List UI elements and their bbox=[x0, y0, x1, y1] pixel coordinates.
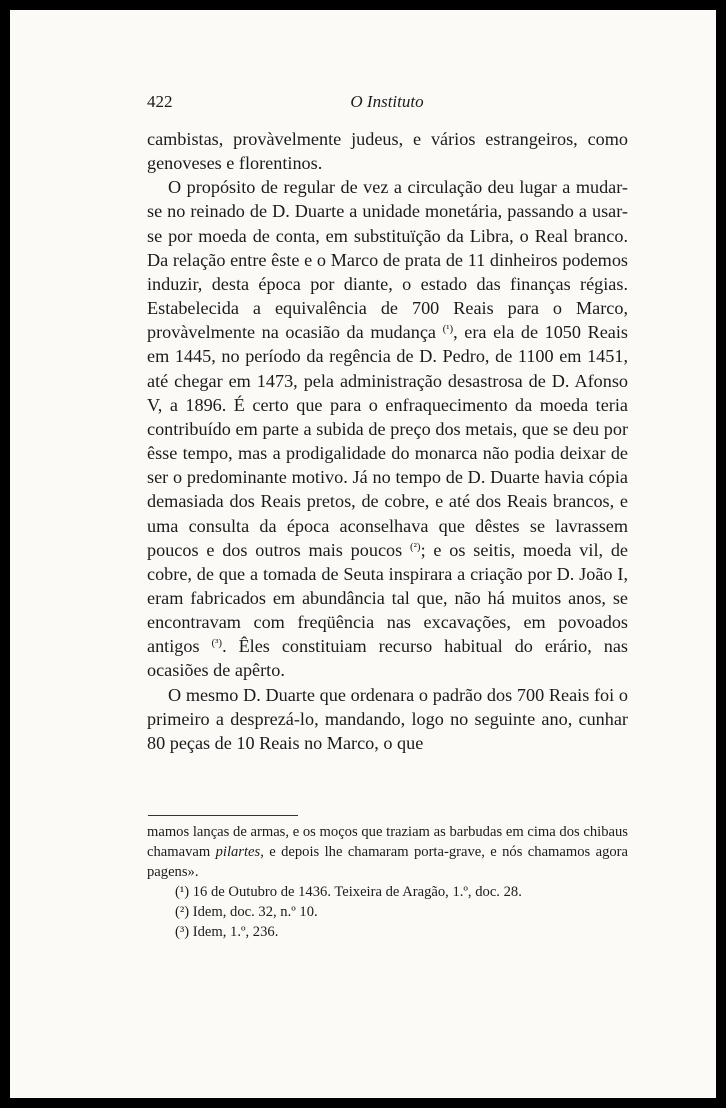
paragraph-2-part-d: . Êles constituiam recurso habitual do erário, nas ocasiões de apêrto. bbox=[147, 636, 629, 681]
footnote-1-text: 16 de Outubro de 1436. Teixeira de Aragão, 1.º, doc. 28. bbox=[189, 884, 522, 900]
footnote-3 bbox=[147, 922, 628, 942]
footnote-3-text: Idem, 1.º, 236. bbox=[189, 924, 279, 940]
paragraph-2-part-b: , era ela de 1050 Reais em 1445, no período da regência de D. Pedro, de 1100 em 1451, até chegar em 1473, pela administração desastrosa de D. Afonso V, a 1896. É certo que para o enfraquecimento da moeda teria contribuído em parte a subida de preço dos metais, que se deu por êsse tempo, mas a prodigalidade do monarca não podia deixar de ser o predominante motivo. Já no tempo de D. Duarte havia cópia demasiada dos Reais pretos, de cobre, e até dos Reais brancos, e uma consulta da época aconselhava que dêstes se lavrassem poucos e dos outros mais poucos bbox=[147, 322, 628, 560]
running-title: O Instituto bbox=[350, 92, 424, 111]
paragraph-2-part-c: ; e os seitis, moeda vil, de cobre, de que a tomada de Seuta inspirara a criação por D. João I, eram fabricados em abundância tal que, não há muitos anos, se encontravam com freqüência nas excavações, em povoados antigos bbox=[147, 539, 629, 657]
footnote-3-mark: (³) bbox=[175, 924, 190, 940]
footnote-rule bbox=[148, 815, 298, 816]
footnote-2-mark: (²) bbox=[175, 904, 190, 920]
footnote-ref-2: (²) bbox=[410, 540, 421, 553]
footnotes bbox=[147, 822, 628, 942]
body-text bbox=[147, 127, 628, 755]
footnote-italic-term: pilartes bbox=[215, 844, 261, 860]
page-number: 422 bbox=[147, 92, 173, 111]
paragraph-2 bbox=[147, 175, 628, 682]
footnote-1 bbox=[147, 882, 628, 902]
footnote-ref-3: (³) bbox=[211, 637, 223, 650]
paragraph-1: cambistas, provàvelmente judeus, e vários estrangeiros, como genoveses e florentinos. bbox=[147, 129, 628, 174]
footnote-1-mark: (¹) bbox=[175, 884, 190, 900]
paragraph-3: O mesmo D. Duarte que ordenara o padrão dos 700 Reais foi o primeiro a desprezá-lo, mandando, logo no seguinte ano, cunhar 80 peças de 10 Reais no Marco, o que bbox=[147, 684, 628, 753]
footnote-continued-part-a: mamos lanças de armas, e os moços que traziam as barbudas em cima dos chibaus chamavam bbox=[147, 824, 628, 860]
footnote-continued-part-b: , e depois lhe chamaram porta-grave, e nós chamamos agora pagens». bbox=[147, 844, 628, 880]
book-page bbox=[10, 10, 716, 1098]
footnote-continued bbox=[147, 822, 628, 882]
footnote-2-text: Idem, doc. 32, n.º 10. bbox=[189, 904, 318, 920]
footnote-2 bbox=[147, 902, 628, 922]
paragraph-2-part-a: O propósito de regular de vez a circulação deu lugar a mudar-se no reinado de D. Duarte a unidade monetária, passando a usar-se por moeda de conta, em substituïção da Libra, o Real branco. Da relação entre êste e o Marco de prata de 11 dinheiros podemos induzir, desta época por diante, o estado das finanças régias. Estabelecida a equivalência de 700 Reais para o Marco, provàvelmente na ocasião da mudança bbox=[147, 177, 628, 343]
footnote-ref-1: (¹) bbox=[442, 323, 454, 336]
